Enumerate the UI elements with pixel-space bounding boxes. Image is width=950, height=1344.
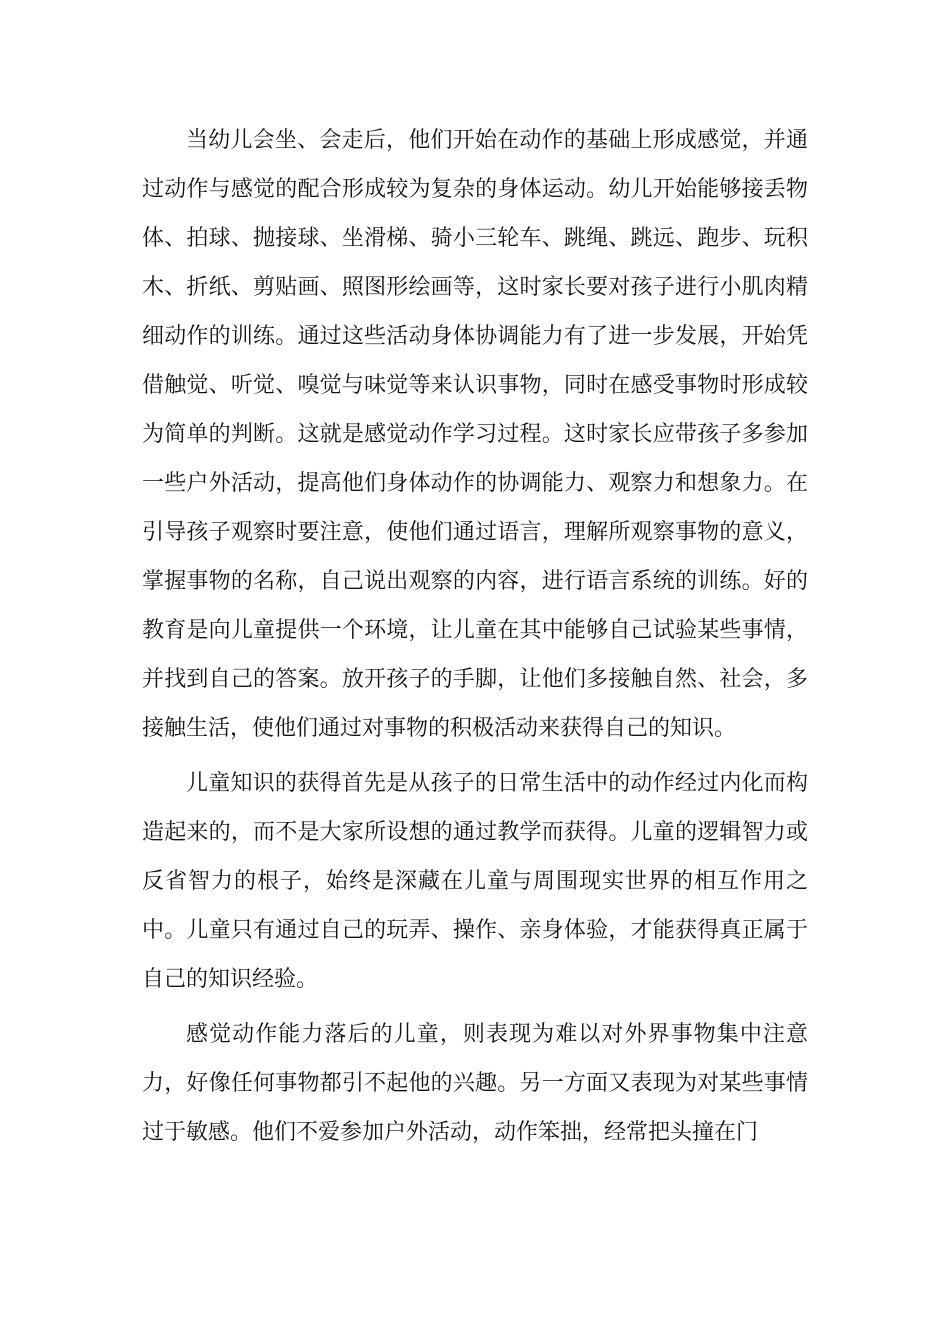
document-body xyxy=(142,116,808,1157)
paragraph-1: 当幼儿会坐、会走后，他们开始在动作的基础上形成感觉，并通过动作与感觉的配合形成较为复杂的身体运动。幼儿开始能够接丢物体、拍球、抛接球、坐滑梯、骑小三轮车、跳绳、跳远、跑步、玩积木、折纸、剪贴画、照图形绘画等，这时家长要对孩子进行小肌肉精细动作的训练。通过这些活动身体协调能力有了进一步发展，开始凭借触觉、听觉、嗅觉与味觉等来认识事物，同时在感受事物时形成较为简单的判断。这就是感觉动作学习过程。这时家长应带孩子多参加一些户外活动，提高他们身体动作的协调能力、观察力和想象力。在引导孩子观察时要注意，使他们通过语言，理解所观察事物的意义，掌握事物的名称，自己说出观察的内容，进行语言系统的训练。好的教育是向儿童提供一个环境，让儿童在其中能够自己试验某些事情，并找到自己的答案。放开孩子的手脚，让他们多接触自然、社会，多接触生活，使他们通过对事物的积极活动来获得自己的知识。 xyxy=(142,128,808,741)
paragraph-3: 感觉动作能力落后的儿童，则表现为难以对外界事物集中注意力，好像任何事物都引不起他的兴趣。另一方面又表现为对某些事情过于敏感。他们不爱参加户外活动，动作笨拙，经常把头撞在门 xyxy=(142,1022,808,1145)
paragraph-2: 儿童知识的获得首先是从孩子的日常生活中的动作经过内化而构造起来的，而不是大家所设想的通过教学而获得。儿童的逻辑智力或反省智力的根子，始终是深藏在儿童与周围现实世界的相互作用之中。儿童只有通过自己的玩弄、操作、亲身体验，才能获得真正属于自己的知识经验。 xyxy=(142,771,808,992)
